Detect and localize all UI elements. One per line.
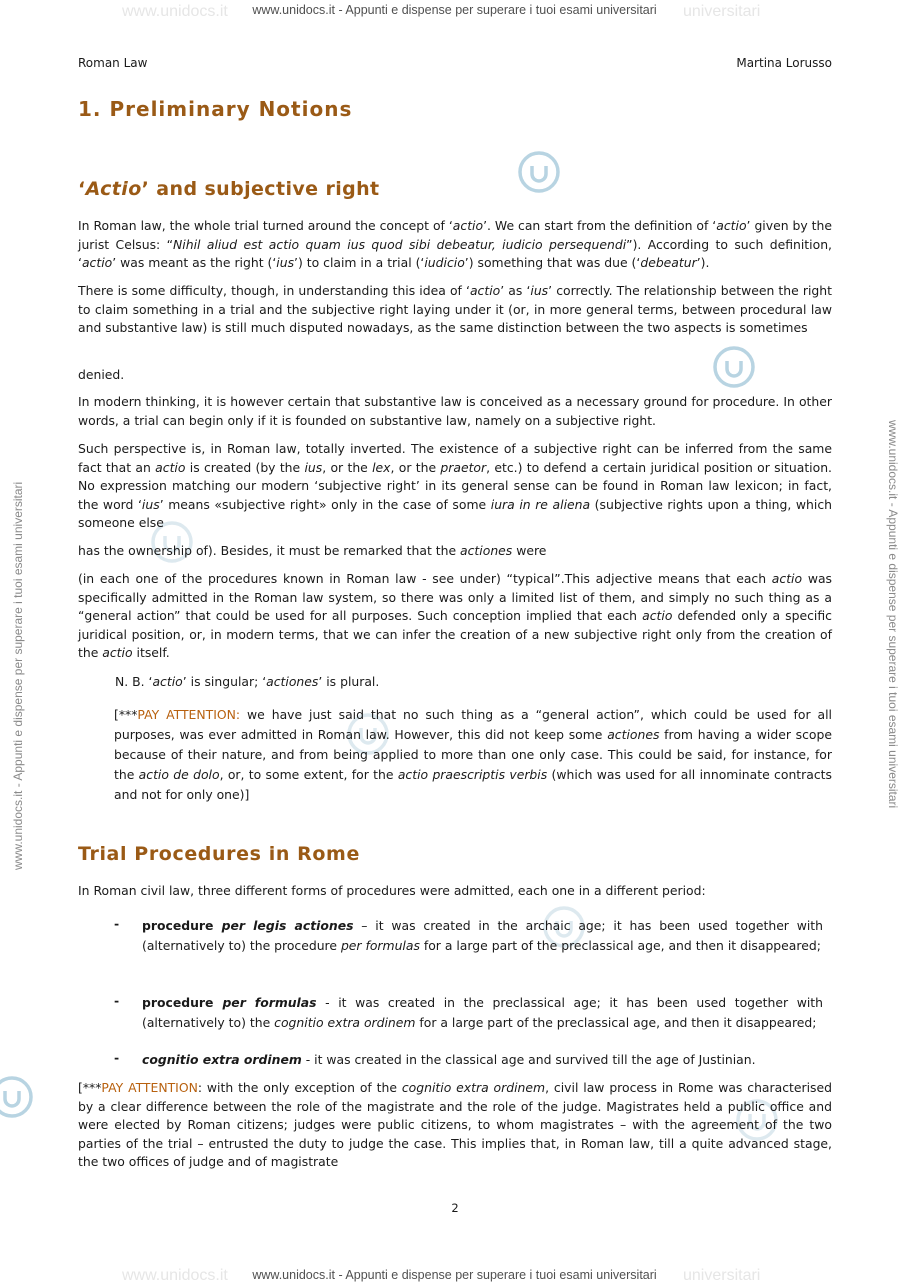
section-title-rest: and subjective right [156, 178, 380, 200]
paragraph-typical: (in each one of the procedures known in Roman law - see under) “typical”.This adjective means that each actio was specifically admitted in the Roman law system, so there was only a limited list of them, and simply no such thing as a “general action” that could be used for all purposes. Such conception implied that each actio defended only a specific juridical position, or, in modern terms, that we can infer the creation of a new subjective right only from the creation of the actio itself. [78, 571, 832, 661]
watermark-ghost-bottom-right: universitari [683, 1267, 761, 1284]
nota-bene: N. B. ‘actio’ is singular; ‘actiones’ is plural. [115, 674, 380, 689]
section-title-term: Actio [85, 178, 142, 200]
watermark-banner-top: www.unidocs.it - Appunti e dispense per superare i tuoi esami universitari [252, 3, 657, 17]
paragraph-denied: denied. [78, 367, 125, 382]
list-item-text: procedure per legis actiones – it was created in the archaic age; it has been used together with (alternatively to) the procedure per formulas for a large part of the preclassical age, and then it disappeared; [142, 918, 823, 953]
list-bullet: - [114, 916, 120, 931]
list-item-text: procedure per formulas - it was created in the preclassical age; it has been used together with (alternatively to) the cognitio extra ordinem for a large part of the preclassical age, and then it disappeared; [142, 995, 823, 1030]
unidocs-logo-icon [517, 150, 561, 194]
paragraph-modern-thinking: In modern thinking, it is however certain that substantive law is conceived as a necessary ground for procedure. In other words, a trial can begin only if it is founded on substantive law, namely on a subjective right. [78, 394, 832, 428]
paragraph-procedures-intro: In Roman civil law, three different forms of procedures were admitted, each one in a different period: [78, 883, 706, 898]
header-course: Roman Law [78, 56, 148, 70]
list-item-text: cognitio extra ordinem - it was created in the classical age and survived till the age of Justinian. [142, 1052, 756, 1067]
header-author: Martina Lorusso [736, 56, 832, 70]
watermark-side-left: www.unidocs.it - Appunti e dispense per superare i tuoi esami universitari [11, 481, 25, 870]
running-header [78, 54, 832, 73]
pay-attention-note-2: [***PAY ATTENTION: with the only exception of the cognitio extra ordinem, civil law process in Rome was characterised by a clear difference between the role of the magistrate and the role of the judge. Magistrates held a public office and were elected by Roman citizens; judges were public citizens, to whom magistrates – with the agreement of the two parties of the trial – entrusted the duty to judge the case. This implies that, in Roman law, till a quite advanced stage, the two offices of judge and of magistrate [78, 1080, 832, 1170]
section-title-actio: ‘Actio’ and subjective right [78, 178, 380, 200]
pay-attention-label: PAY ATTENTION [101, 1080, 198, 1095]
watermark-ghost-bottom-left: www.unidocs.it [122, 1267, 228, 1284]
watermark-ghost-top-right: universitari [683, 3, 761, 20]
watermark-banner-bottom: www.unidocs.it - Appunti e dispense per superare i tuoi esami universitari [252, 1268, 657, 1282]
paragraph-difficulty: There is some difficulty, though, in understanding this idea of ‘actio’ as ‘ius’ correctly. The relationship between the right to claim something in a trial and the subjective right laying under it (or, in more general terms, between procedural law and substantive law) is still much disputed nowadays, as the same distinction between the two aspects is sometimes [78, 283, 832, 336]
watermark-ghost-top-left: www.unidocs.it [122, 3, 228, 20]
paragraph-actio-definition: In Roman law, the whole trial turned around the concept of ‘actio’. We can start from the definition of ‘actio’ given by the jurist Celsus: “Nihil aliud est actio quam ius quod sibi debeatur, iudicio persequendi”). According to such definition, ‘actio’ was meant as the right (‘ius’) to claim in a trial (‘iudicio’) something that was due (‘debeatur’). [78, 218, 832, 271]
paragraph-ownership: has the ownership of). Besides, it must be remarked that the actiones were [78, 543, 547, 558]
page-number: 2 [451, 1201, 459, 1215]
pay-attention-note-1: [***PAY ATTENTION: we have just said that no such thing as a “general action”, which could be used for all purposes, was ever admitted in Roman law. However, this did not keep some actiones from having a wider scope because of their nature, and from being applied to more than one only case. This could be said, for instance, for the actio de dolo, or, to some extent, for the actio praescriptis verbis (which was used for all innominate contracts and not for only one)] [114, 707, 833, 802]
chapter-title: 1. Preliminary Notions [78, 97, 353, 121]
list-bullet: - [114, 1050, 120, 1065]
unidocs-logo-icon [0, 1075, 34, 1119]
pay-attention-label: PAY ATTENTION: [137, 707, 241, 722]
section-title-trial-procedures: Trial Procedures in Rome [78, 843, 360, 865]
watermark-side-right: www.unidocs.it - Appunti e dispense per superare i tuoi esami universitari [886, 420, 900, 809]
list-bullet: - [114, 993, 120, 1008]
paragraph-perspective: Such perspective is, in Roman law, totally inverted. The existence of a subjective right can be inferred from the same fact that an actio is created (by the ius, or the lex, or the praetor, etc.) to defend a certain juridical position or situation. No expression matching our modern ‘subjective right’ in its general sense can be found in Roman law lexicon; in fact, the word ‘ius’ means «subjective right» only in the case of some iura in re aliena (subjective rights upon a thing, which someone else [78, 441, 833, 531]
